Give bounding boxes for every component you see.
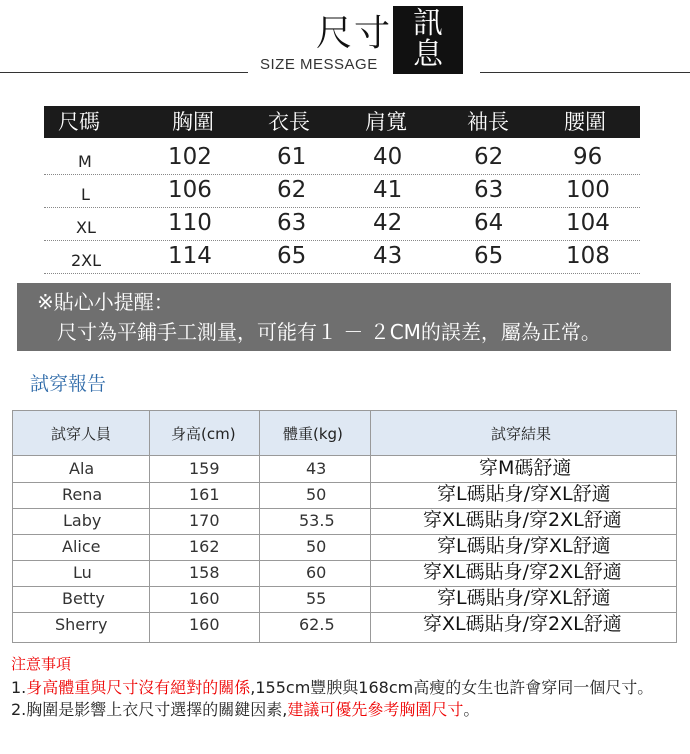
size-cell: 2XL bbox=[71, 251, 102, 270]
trial-table-row bbox=[13, 508, 676, 535]
trial-cell-name: Lu bbox=[73, 563, 92, 582]
trial-col-header: 試穿人員 bbox=[51, 425, 112, 443]
trial-table-row bbox=[13, 534, 676, 561]
size-cell: 108 bbox=[566, 243, 610, 269]
size-col-header: 腰圍 bbox=[564, 110, 606, 134]
size-col-header: 肩寬 bbox=[365, 110, 407, 134]
size-col-header: 衣長 bbox=[268, 110, 310, 134]
trial-table-row bbox=[13, 456, 676, 483]
size-cell: 63 bbox=[474, 177, 504, 203]
size-table-row bbox=[44, 240, 640, 274]
note-line-1 bbox=[11, 678, 653, 698]
trial-col-header: 試穿結果 bbox=[491, 425, 552, 443]
header-subtitle: SIZE MESSAGE bbox=[260, 56, 378, 73]
reminder-line1: ※貼心小提醒： bbox=[37, 290, 174, 314]
trial-cell-name: Ala bbox=[69, 459, 95, 478]
trial-cell-result: 穿L碼貼身/穿XL舒適 bbox=[437, 483, 611, 505]
trial-cell-weight: 55 bbox=[306, 589, 327, 608]
trial-cell-name: Alice bbox=[62, 537, 101, 556]
note-line-2 bbox=[11, 700, 479, 720]
trial-cell-name: Rena bbox=[62, 485, 103, 504]
trial-table-row bbox=[13, 560, 676, 587]
trial-cell-result: 穿XL碼貼身/穿2XL舒適 bbox=[423, 561, 622, 583]
trial-cell-result: 穿L碼貼身/穿XL舒適 bbox=[437, 587, 611, 609]
note-1-text: ,155cm豐腴與168cm高瘦的女生也許會穿同一個尺寸。 bbox=[250, 678, 654, 697]
trial-table bbox=[12, 410, 677, 643]
size-cell: 110 bbox=[168, 210, 212, 236]
size-cell: 114 bbox=[168, 243, 212, 269]
size-cell: 100 bbox=[566, 177, 610, 203]
trial-table-row bbox=[13, 612, 676, 638]
trial-cell-result: 穿L碼貼身/穿XL舒適 bbox=[437, 535, 611, 557]
trial-cell-weight: 50 bbox=[306, 485, 327, 504]
size-cell: 106 bbox=[168, 177, 212, 203]
size-cell: M bbox=[78, 152, 92, 171]
trial-table-header bbox=[13, 411, 676, 456]
trial-cell-height: 162 bbox=[189, 537, 220, 556]
size-cell: 43 bbox=[373, 243, 403, 269]
size-cell: 65 bbox=[277, 243, 307, 269]
size-table-row bbox=[44, 174, 640, 208]
trial-col-header: 體重(kg) bbox=[283, 425, 343, 443]
trial-col-header: 身高(cm) bbox=[171, 425, 236, 443]
header-right-rule bbox=[480, 72, 690, 73]
size-table-row bbox=[44, 207, 640, 241]
note-2-prefix: 2.胸圍是影響上衣尺寸選擇的關鍵因素, bbox=[11, 700, 288, 719]
header-box-line2: 息 bbox=[413, 37, 443, 72]
trial-cell-name: Betty bbox=[62, 589, 105, 608]
trial-cell-height: 160 bbox=[189, 615, 220, 634]
size-cell: 102 bbox=[168, 144, 212, 170]
size-cell: 63 bbox=[277, 210, 307, 236]
trial-cell-weight: 60 bbox=[306, 563, 327, 582]
trial-cell-weight: 62.5 bbox=[299, 615, 335, 634]
trial-table-row bbox=[13, 482, 676, 509]
header-left-rule bbox=[0, 72, 248, 73]
reminder-line2: 尺寸為平鋪手工測量，可能有１ － ２CM的誤差，屬為正常。 bbox=[57, 320, 601, 344]
note-1-highlight: 身高體重與尺寸沒有絕對的關係 bbox=[26, 678, 251, 697]
trial-cell-result: 穿XL碼貼身/穿2XL舒適 bbox=[423, 509, 622, 531]
size-cell: 62 bbox=[277, 177, 307, 203]
trial-cell-weight: 53.5 bbox=[299, 511, 335, 530]
trial-cell-weight: 50 bbox=[306, 537, 327, 556]
size-cell: 65 bbox=[474, 243, 504, 269]
header-box-line1: 訊 bbox=[413, 6, 443, 41]
size-col-header: 尺碼 bbox=[58, 110, 100, 134]
note-1-prefix: 1. bbox=[11, 678, 27, 697]
trial-cell-height: 158 bbox=[189, 563, 220, 582]
trial-cell-result: 穿M碼舒適 bbox=[479, 457, 572, 479]
note-2-highlight: 建議可優先參考胸圍尺寸 bbox=[287, 700, 464, 719]
trial-cell-height: 161 bbox=[189, 485, 220, 504]
size-col-header: 胸圍 bbox=[172, 110, 214, 134]
size-cell: L bbox=[81, 185, 90, 204]
size-cell: XL bbox=[76, 218, 96, 237]
size-cell: 42 bbox=[373, 210, 403, 236]
reminder-box bbox=[17, 283, 671, 351]
header-title-box bbox=[393, 6, 463, 74]
size-cell: 64 bbox=[474, 210, 504, 236]
trial-cell-weight: 43 bbox=[306, 459, 327, 478]
size-cell: 104 bbox=[566, 210, 610, 236]
trial-cell-height: 160 bbox=[189, 589, 220, 608]
size-col-header: 袖長 bbox=[467, 110, 509, 134]
trial-cell-height: 170 bbox=[189, 511, 220, 530]
notes-title: 注意事項 bbox=[11, 655, 72, 673]
size-cell: 61 bbox=[277, 144, 307, 170]
size-table-header bbox=[44, 106, 640, 138]
size-table-row bbox=[44, 141, 640, 175]
size-cell: 40 bbox=[373, 144, 403, 170]
size-cell: 96 bbox=[573, 144, 603, 170]
header-title: 尺寸 bbox=[316, 13, 393, 54]
trial-cell-name: Laby bbox=[63, 511, 102, 530]
trial-cell-result: 穿XL碼貼身/穿2XL舒適 bbox=[423, 613, 622, 635]
size-cell: 62 bbox=[474, 144, 504, 170]
trial-table-row bbox=[13, 586, 676, 613]
trial-cell-height: 159 bbox=[189, 459, 220, 478]
trial-cell-name: Sherry bbox=[55, 615, 108, 634]
note-2-text: 。 bbox=[463, 700, 480, 719]
size-cell: 41 bbox=[373, 177, 403, 203]
trial-report-title: 試穿報告 bbox=[30, 373, 107, 395]
